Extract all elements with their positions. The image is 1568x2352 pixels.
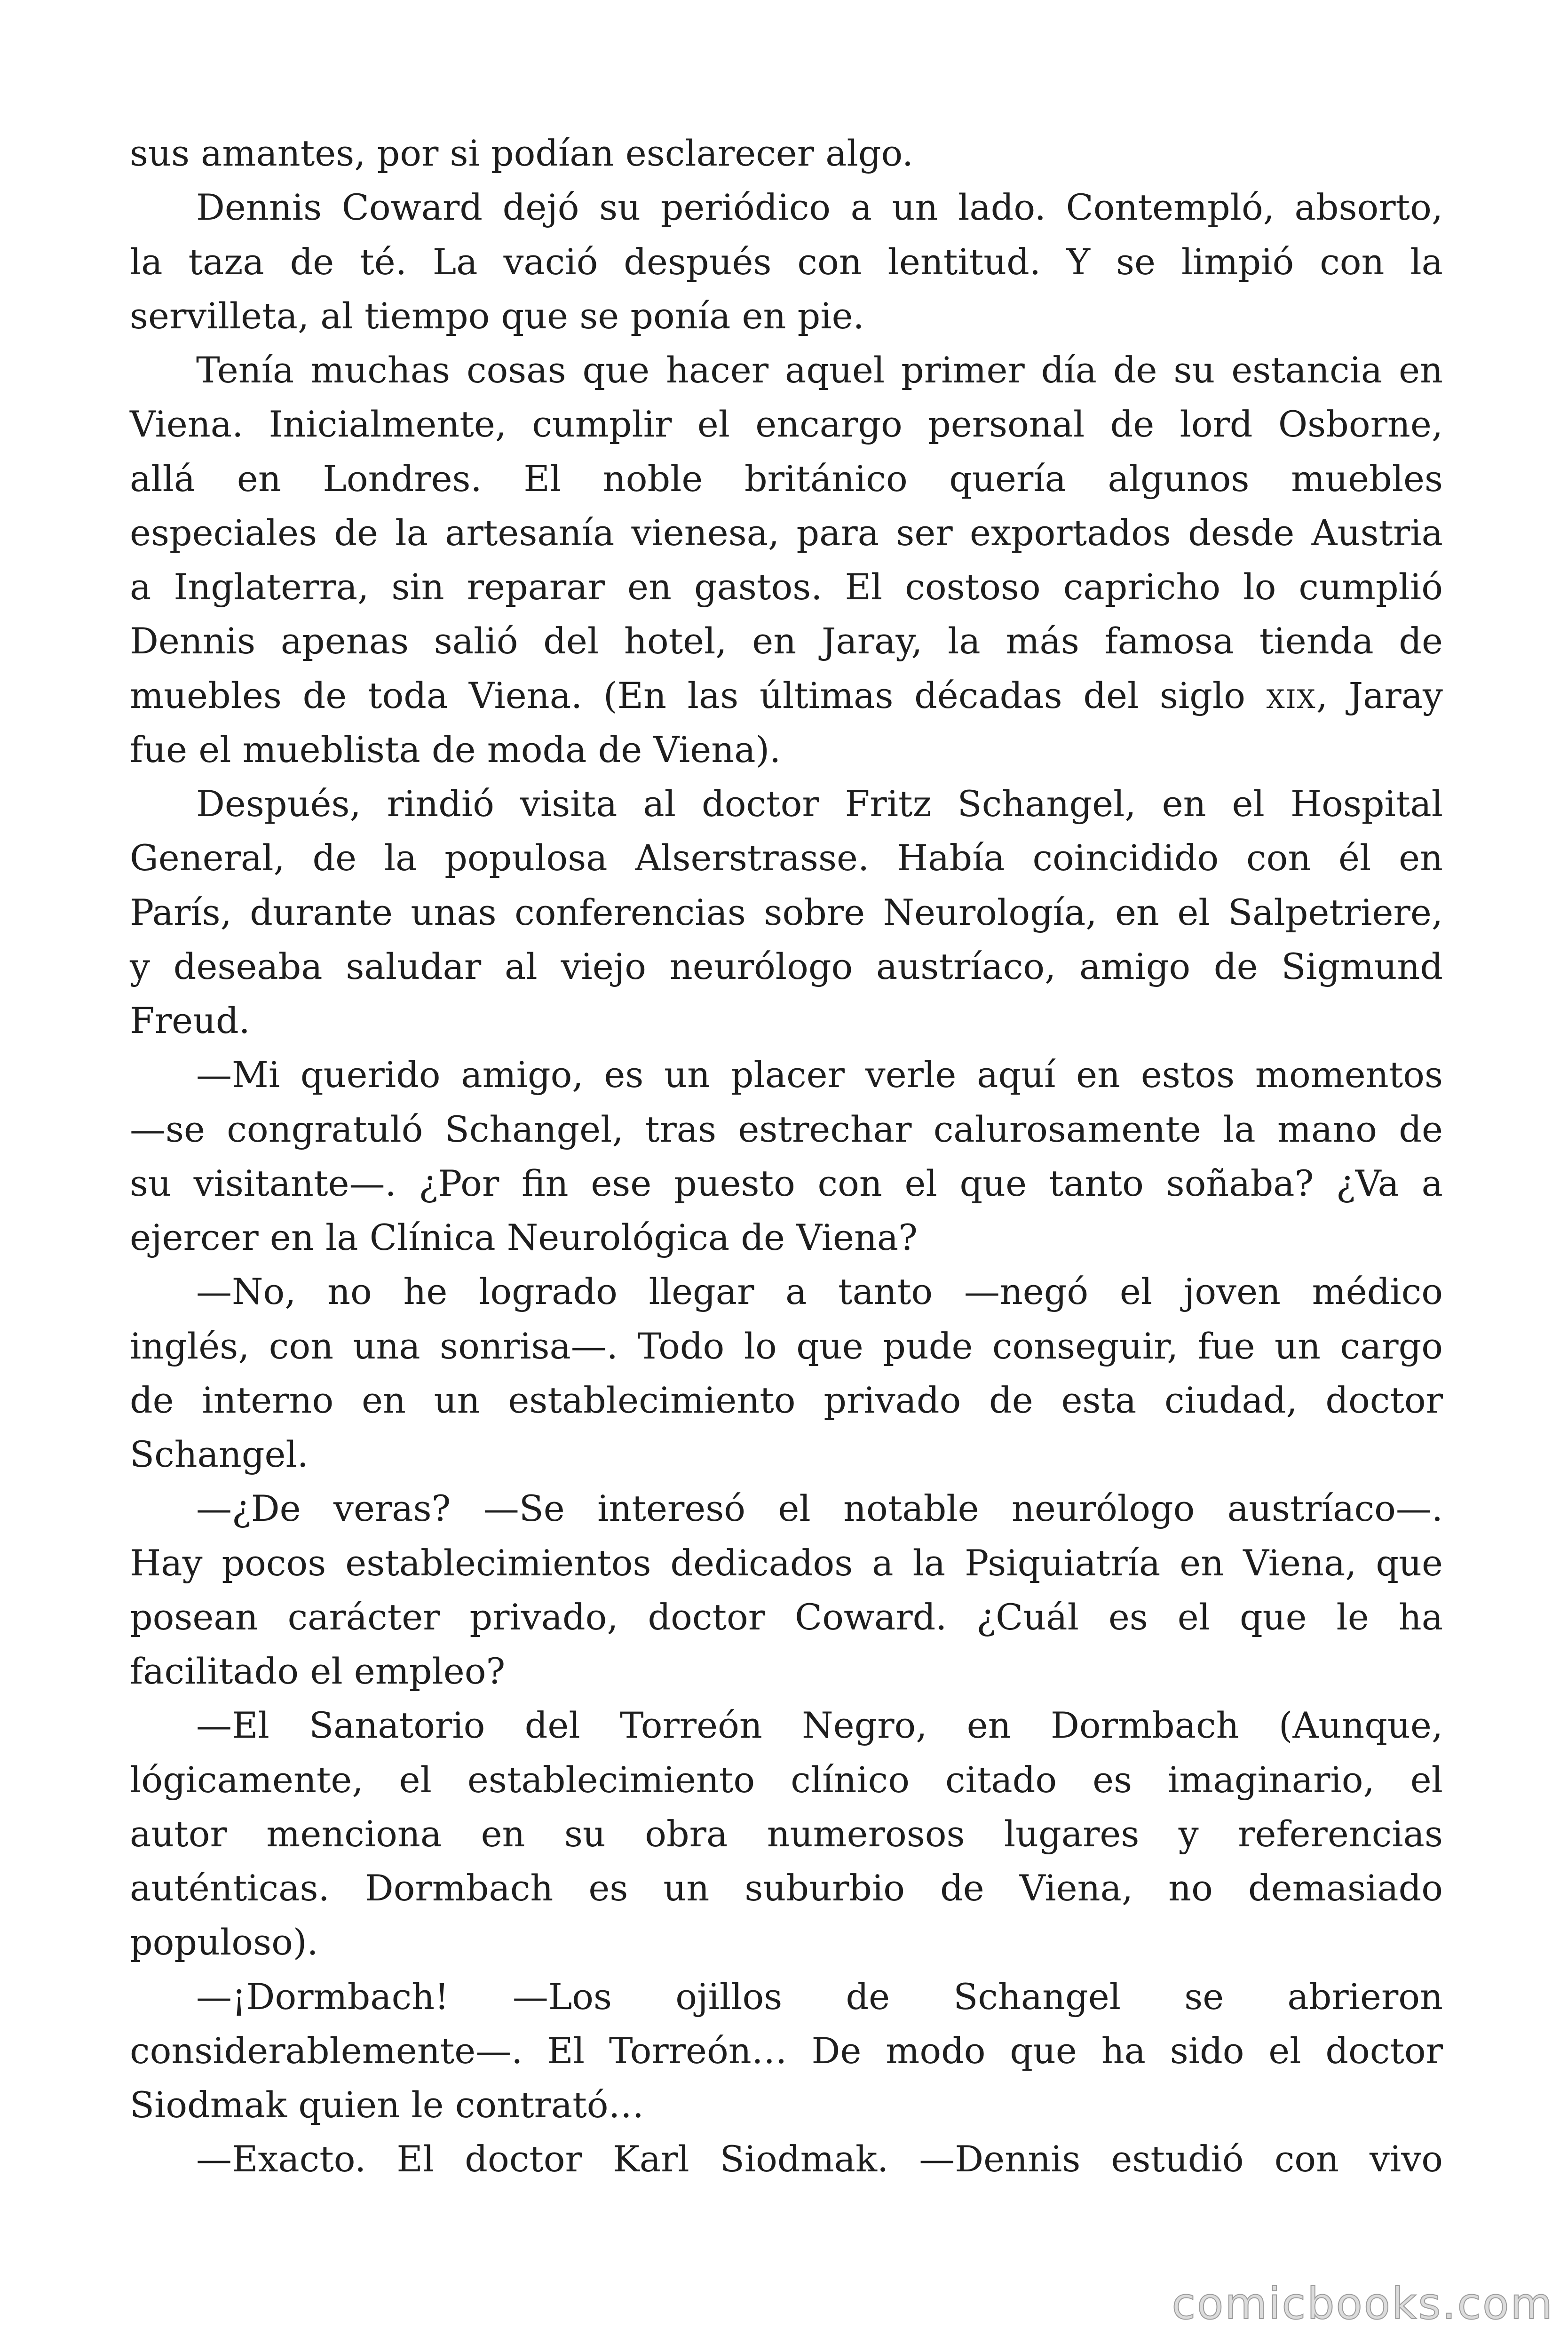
text-line	[130, 2132, 1443, 2186]
paragraph	[130, 343, 1443, 777]
text-line	[130, 397, 1443, 451]
text-line	[130, 1264, 1443, 1319]
line-text: la taza de té. La vació después con lentitud. Y se limpió con la	[130, 240, 1443, 283]
text-line	[130, 1048, 1443, 1102]
paragraph	[130, 777, 1443, 1048]
text-line	[130, 885, 1443, 939]
text-line	[130, 452, 1443, 506]
text-line	[130, 2024, 1443, 2078]
line-text-segment: muebles de toda Viena. (En las últimas décadas del siglo	[130, 674, 1267, 716]
line-text: auténticas. Dormbach es un suburbio de Viena, no demasiado	[130, 1867, 1443, 1909]
line-text: —¿De veras? —Se interesó el notable neurólogo austríaco—.	[196, 1487, 1443, 1530]
text-line	[130, 1915, 1443, 1969]
line-text: ejercer en la Clínica Neurológica de Viena?	[130, 1216, 918, 1258]
text-line	[130, 235, 1443, 289]
text-line	[130, 668, 1443, 723]
line-text: facilitado el empleo?	[130, 1650, 506, 1692]
watermark: comicbooks.com	[1172, 2279, 1554, 2329]
line-text: considerablemente—. El Torreón… De modo que ha sido el doctor	[130, 2029, 1443, 2072]
text-line	[130, 1373, 1443, 1427]
line-text: Después, rindió visita al doctor Fritz Schangel, en el Hospital	[196, 783, 1443, 825]
text-line	[130, 1970, 1443, 2024]
paragraph	[130, 1264, 1443, 1481]
line-text: a Inglaterra, sin reparar en gastos. El costoso capricho lo cumplió	[130, 566, 1443, 608]
line-text: —Mi querido amigo, es un placer verle aquí en estos momentos	[196, 1054, 1443, 1096]
line-text-segment: , Jaray	[1316, 674, 1443, 716]
line-text: Siodmak quien le contrató…	[130, 2084, 644, 2126]
text-line	[130, 1210, 1443, 1264]
paragraph	[130, 1048, 1443, 1264]
line-text: populoso).	[130, 1921, 318, 1963]
text-line	[130, 1644, 1443, 1698]
text-line	[130, 1807, 1443, 1861]
line-text: —No, no he logrado llegar a tanto —negó el joven médico	[196, 1271, 1443, 1313]
line-text: —se congratuló Schangel, tras estrechar calurosamente la mano de	[130, 1108, 1443, 1150]
text-line	[130, 1536, 1443, 1590]
text-line	[130, 1753, 1443, 1807]
line-text: de interno en un establecimiento privado de esta ciudad, doctor	[130, 1379, 1443, 1421]
line-text: su visitante—. ¿Por fin ese puesto con el que tanto soñaba? ¿Va a	[130, 1162, 1443, 1204]
line-text: inglés, con una sonrisa—. Todo lo que pude conseguir, fue un cargo	[130, 1325, 1443, 1367]
line-text: Schangel.	[130, 1433, 309, 1475]
text-line	[130, 939, 1443, 993]
line-text: posean carácter privado, doctor Coward. ¿Cuál es el que le ha	[130, 1596, 1443, 1638]
text-line	[130, 506, 1443, 560]
paragraph	[130, 1970, 1443, 2132]
paragraph	[130, 180, 1443, 343]
text-line	[130, 1590, 1443, 1644]
line-text: Dennis apenas salió del hotel, en Jaray, la más famosa tienda de	[130, 620, 1443, 662]
paragraph	[130, 2132, 1443, 2186]
line-text: Viena. Inicialmente, cumplir el encargo personal de lord Osborne,	[130, 403, 1443, 445]
small-caps-century: XIX	[1266, 683, 1316, 714]
line-text: Freud.	[130, 1000, 250, 1041]
text-line	[130, 1102, 1443, 1156]
line-text	[130, 668, 1443, 726]
text-line	[130, 1427, 1443, 1481]
text-line	[130, 2078, 1443, 2132]
book-page	[130, 126, 1443, 2186]
line-text: Tenía muchas cosas que hacer aquel primer día de su estancia en	[196, 349, 1443, 391]
line-text: servilleta, al tiempo que se ponía en pie.	[130, 294, 864, 337]
text-line	[130, 1481, 1443, 1535]
line-text: París, durante unas conferencias sobre Neurología, en el Salpetriere,	[130, 891, 1443, 933]
text-line	[130, 180, 1443, 234]
line-text: y deseaba saludar al viejo neurólogo austríaco, amigo de Sigmund	[130, 945, 1443, 987]
text-line	[130, 560, 1443, 614]
text-line	[130, 1861, 1443, 1915]
text-line	[130, 1156, 1443, 1210]
line-text: especiales de la artesanía vienesa, para ser exportados desde Austria	[130, 511, 1443, 554]
text-line	[130, 343, 1443, 397]
line-text: —El Sanatorio del Torreón Negro, en Dormbach (Aunque,	[196, 1704, 1443, 1747]
line-text: Hay pocos establecimientos dedicados a la Psiquiatría en Viena, que	[130, 1542, 1443, 1584]
line-text: lógicamente, el establecimiento clínico citado es imaginario, el	[130, 1758, 1443, 1801]
line-text: General, de la populosa Alserstrasse. Había coincidido con él en	[130, 837, 1443, 879]
text-line	[130, 1319, 1443, 1373]
line-text: —¡Dormbach! —Los ojillos de Schangel se abrieron	[196, 1975, 1443, 2018]
line-text: sus amantes, por si podían esclarecer algo.	[130, 132, 914, 174]
text-line	[130, 126, 1443, 180]
line-text: fue el mueblista de moda de Viena).	[130, 728, 781, 771]
line-text: autor menciona en su obra numerosos lugares y referencias	[130, 1812, 1443, 1855]
text-line	[130, 831, 1443, 885]
text-line	[130, 289, 1443, 343]
text-line	[130, 777, 1443, 831]
line-text: allá en Londres. El noble británico quería algunos muebles	[130, 457, 1443, 500]
text-line	[130, 723, 1443, 777]
text-line	[130, 1698, 1443, 1752]
paragraph	[130, 1698, 1443, 1969]
paragraph	[130, 126, 1443, 180]
paragraph	[130, 1481, 1443, 1698]
line-text: Dennis Coward dejó su periódico a un lado. Contempló, absorto,	[196, 186, 1443, 229]
line-text: —Exacto. El doctor Karl Siodmak. —Dennis estudió con vivo	[196, 2138, 1443, 2180]
text-line	[130, 614, 1443, 668]
text-line	[130, 993, 1443, 1048]
